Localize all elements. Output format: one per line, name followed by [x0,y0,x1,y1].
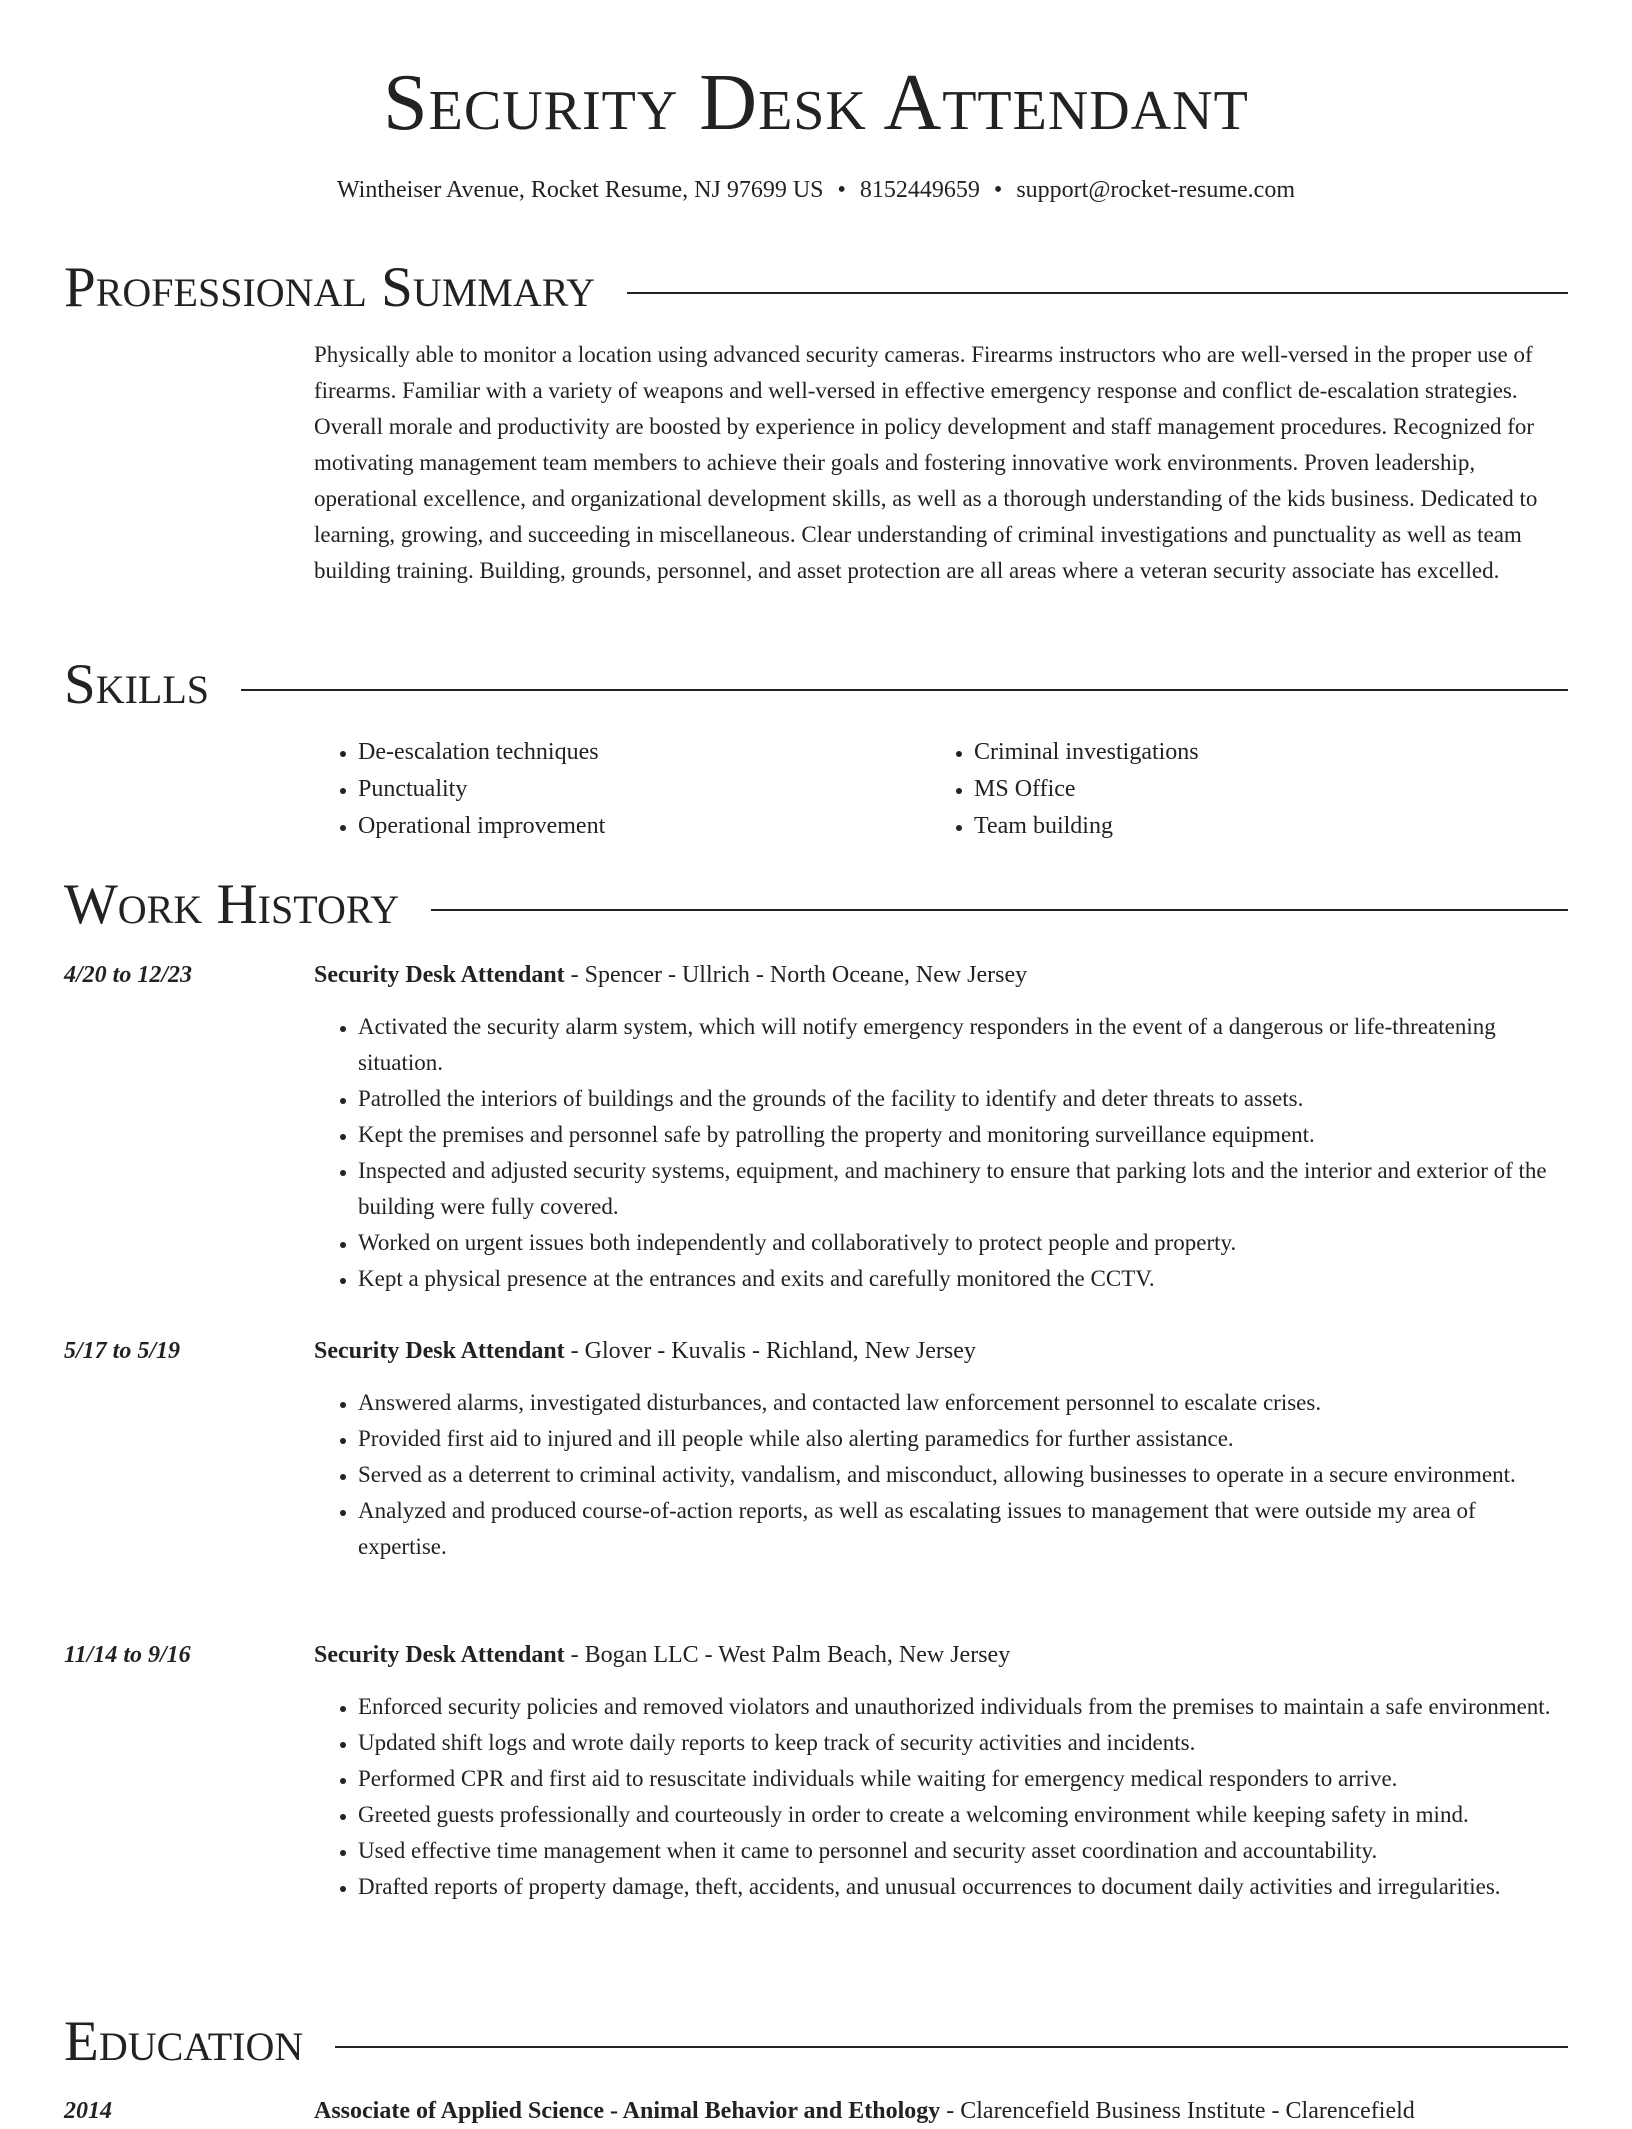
job-title: Security Desk Attendant [314,1338,565,1364]
resume-name: Security Desk Attendant [383,59,1249,147]
job-bullets [314,1385,1570,1565]
job-bullet: • Inspected and adjusted security systems, equipment, and machinery to ensure that parking lots and the interior and exterior of the building were fully covered. [358,1153,1570,1225]
section-title-skills: Skills [64,653,210,716]
skill-item: • Punctuality [358,771,930,808]
skill-item: • De-escalation techniques [358,734,930,771]
skill-item: • Criminal investigations [974,734,1546,771]
job-bullet: • Enforced security policies and removed violators and unauthorized individuals from the premises to maintain a safe environment. [358,1689,1570,1725]
skill-item: • Team building [974,808,1546,845]
education-degree: Associate of Applied Science - Animal Behavior and Ethology [314,2098,941,2124]
job-bullet: • Drafted reports of property damage, theft, accidents, and unusual occurrences to document daily activities and irregularities. [358,1869,1570,1905]
section-title-summary: Professional Summary [64,256,596,319]
section-skills-header [64,653,1568,717]
contact-separator: • [837,177,846,203]
job-employer: - Glover - Kuvalis - Richland, New Jersey [564,1338,976,1364]
job-title: Security Desk Attendant [314,1642,565,1668]
contact-line [0,175,1632,205]
education-date: 2014 [64,2098,112,2124]
section-divider [431,909,1568,911]
job-heading [314,957,1570,993]
job-bullet: • Provided first aid to injured and ill people while also alerting paramedics for further assistance. [358,1421,1570,1457]
job-bullet: • Kept the premises and personnel safe by patrolling the property and monitoring surveillance equipment. [358,1117,1570,1153]
job-heading [314,1333,1570,1369]
contact-separator: • [993,177,1003,203]
skills-column-left [314,734,930,845]
education-heading [314,2093,1570,2129]
skills-list [314,734,1570,845]
job-bullets [314,1009,1570,1297]
job-bullet: • Served as a deterrent to criminal activity, vandalism, and misconduct, allowing businesses to operate in a secure environment. [358,1457,1570,1493]
job-bullet: • Used effective time management when it came to personnel and security asset coordination and accountability. [358,1833,1570,1869]
skill-item: • MS Office [974,771,1546,808]
section-divider [335,2046,1568,2048]
job-bullet: • Performed CPR and first aid to resuscitate individuals while waiting for emergency medical responders to arrive. [358,1761,1570,1797]
job-employer: - Bogan LLC - West Palm Beach, New Jersey [564,1642,1011,1668]
job-bullet: • Patrolled the interiors of buildings and the grounds of the facility to identify and deter threats to assets. [358,1081,1570,1117]
job-title: Security Desk Attendant [314,962,565,988]
section-summary-header [64,256,1568,320]
job-bullet: • Kept a physical presence at the entrances and exits and carefully monitored the CCTV. [358,1261,1570,1297]
job-bullets [314,1689,1570,1905]
skills-column-right [930,734,1546,845]
skill-item: • Operational improvement [358,808,930,845]
education-school: - Clarencefield Business Institute - Clarencefield [940,2098,1415,2124]
contact-email: support@rocket-resume.com [1016,177,1295,203]
job-bullet: • Worked on urgent issues both independently and collaboratively to protect people and property. [358,1225,1570,1261]
job-bullet: • Greeted guests professionally and courteously in order to create a welcoming environment while keeping safety in mind. [358,1797,1570,1833]
job-heading [314,1637,1570,1673]
section-title-education: Education [64,2010,304,2073]
section-divider [241,689,1568,691]
section-education-header [64,2010,1568,2074]
job-dates: 4/20 to 12/23 [64,962,193,988]
section-title-work: Work History [64,873,400,936]
contact-phone: 8152449659 [859,177,980,203]
contact-address: Wintheiser Avenue, Rocket Resume, NJ 97699 US [336,177,824,203]
section-divider [627,292,1568,294]
job-employer: - Spencer - Ullrich - North Oceane, New Jersey [564,962,1028,988]
job-bullet: • Updated shift logs and wrote daily reports to keep track of security activities and incidents. [358,1725,1570,1761]
job-dates: 5/17 to 5/19 [64,1338,181,1364]
section-work-header [64,873,1568,937]
job-bullet: • Answered alarms, investigated disturbances, and contacted law enforcement personnel to escalate crises. [358,1385,1570,1421]
job-bullet: • Analyzed and produced course-of-action reports, as well as escalating issues to management that were outside my area of expertise. [358,1493,1570,1565]
job-bullet: • Activated the security alarm system, which will notify emergency responders in the event of a dangerous or life-threatening situation. [358,1009,1570,1081]
job-dates: 11/14 to 9/16 [64,1642,191,1668]
summary-text: Physically able to monitor a location using advanced security cameras. Firearms instructors who are well-versed in the proper use of firearms. Familiar with a variety of weapons and well-versed in effective emergency response and conflict de-escalation strategies. Overall morale and productivity are boosted by experience in policy development and staff management procedures. Recognized for motivating management team members to achieve their goals and fostering innovative work environments. Proven leadership, operational excellence, and organizational development skills, as well as a thorough understanding of the kids business. Dedicated to learning, growing, and succeeding in miscellaneous. Clear understanding of criminal investigations and punctuality as well as team building training. Building, grounds, personnel, and asset protection are all areas where a veteran security associate has excelled. [314,342,1538,583]
